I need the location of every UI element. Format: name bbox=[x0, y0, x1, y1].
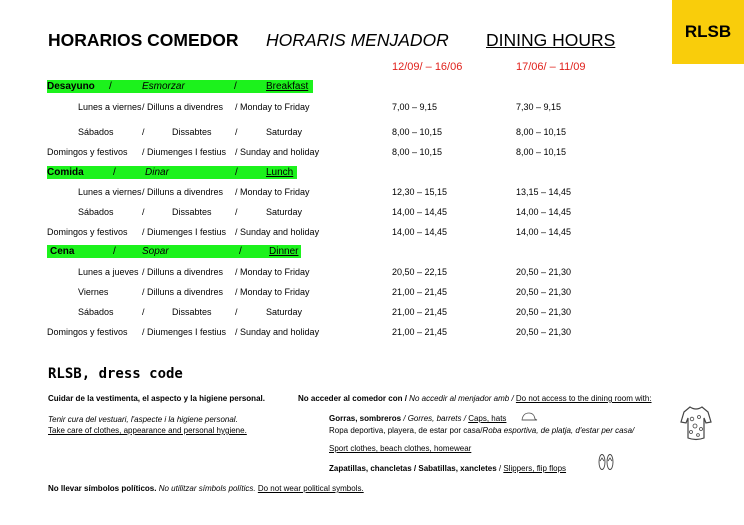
row-day-ca: / Dilluns a divendres bbox=[142, 267, 224, 277]
row-sep: / bbox=[142, 127, 145, 137]
shoes-line bbox=[329, 464, 566, 474]
row-hours-p1: 8,00 – 10,15 bbox=[392, 147, 443, 157]
section-sep: / bbox=[234, 81, 237, 92]
row-day-es: Lunes a viernes bbox=[78, 102, 142, 112]
section-label-ca: Esmorzar bbox=[142, 81, 185, 92]
political-es: No llevar símbolos políticos. bbox=[48, 484, 157, 493]
row-day-en: / Monday to Friday bbox=[235, 287, 310, 297]
shirt-icon bbox=[680, 404, 712, 444]
row-day-en: / Sunday and holiday bbox=[235, 227, 320, 237]
political-en: Do not wear political symbols. bbox=[257, 484, 364, 493]
row-sep: / bbox=[142, 307, 145, 317]
row-day-es: Lunes a viernes bbox=[78, 187, 142, 197]
row-hours-p2: 7,30 – 9,15 bbox=[516, 102, 562, 112]
row-hours-p1: 12,30 – 15,15 bbox=[392, 187, 448, 197]
period-2-header: 17/06/ – 11/09 bbox=[516, 61, 586, 73]
row-hours-p2: 20,50 – 21,30 bbox=[516, 287, 572, 297]
flip-flops-icon bbox=[597, 453, 615, 471]
no-access-es: No acceder al comedor con / bbox=[298, 394, 407, 403]
section-sep: / bbox=[239, 246, 242, 257]
row-hours-p2: 14,00 – 14,45 bbox=[516, 207, 572, 217]
section-label-es: Comida bbox=[47, 167, 84, 178]
section-label-en: Lunch bbox=[266, 167, 294, 178]
title-es: HORARIOS COMEDOR bbox=[48, 30, 239, 50]
section-band-lunch bbox=[47, 166, 297, 179]
period-1-header: 12/09/ – 16/06 bbox=[392, 61, 463, 73]
no-access-ca: No accedir al menjador amb / bbox=[409, 394, 514, 403]
section-label-ca: Dinar bbox=[145, 167, 169, 178]
sport-en: Sport clothes, beach clothes, homewear bbox=[329, 444, 472, 453]
row-day-es: Lunes a jueves bbox=[78, 267, 139, 277]
hats-es: Gorras, sombreros bbox=[329, 414, 402, 423]
row-day-ca: / Diumenges I festius bbox=[142, 227, 227, 237]
row-day-ca: Dissabtes bbox=[172, 307, 212, 317]
row-hours-p1: 21,00 – 21,45 bbox=[392, 287, 448, 297]
row-day-en: / Sunday and holiday bbox=[235, 147, 320, 157]
sport-line bbox=[329, 426, 634, 436]
row-day-en: Saturday bbox=[266, 127, 303, 137]
row-day-es: Viernes bbox=[78, 287, 109, 297]
row-day-es: Sábados bbox=[78, 307, 114, 317]
row-hours-p2: 8,00 – 10,15 bbox=[516, 127, 567, 137]
row-hours-p2: 20,50 – 21,30 bbox=[516, 307, 572, 317]
hats-ca: / Gorres, barrets / bbox=[403, 414, 466, 423]
row-hours-p2: 20,50 – 21,30 bbox=[516, 327, 572, 337]
sport-es: Ropa deportiva, playera, de estar por casa/ bbox=[329, 426, 483, 435]
section-band-dinner bbox=[47, 245, 301, 258]
row-day-ca: Dissabtes bbox=[172, 207, 212, 217]
row-sep: / bbox=[235, 207, 238, 217]
row-hours-p1: 20,50 – 22,15 bbox=[392, 267, 448, 277]
political-line bbox=[48, 484, 364, 494]
care-es: Cuidar de la vestimenta, el aspecto y la higiene personal. bbox=[48, 394, 265, 403]
cap-icon bbox=[520, 412, 538, 422]
row-hours-p1: 7,00 – 9,15 bbox=[392, 102, 438, 112]
logo: RLSB bbox=[672, 0, 744, 64]
row-hours-p1: 14,00 – 14,45 bbox=[392, 207, 448, 217]
row-hours-p2: 14,00 – 14,45 bbox=[516, 227, 572, 237]
row-day-ca: Dissabtes bbox=[172, 127, 212, 137]
row-sep: / bbox=[235, 127, 238, 137]
section-sep: / bbox=[109, 81, 112, 92]
section-label-en: Breakfast bbox=[266, 81, 309, 92]
hats-line bbox=[329, 414, 506, 424]
row-day-es: Sábados bbox=[78, 127, 114, 137]
row-day-ca: / Dilluns a divendres bbox=[142, 102, 224, 112]
row-day-en: / Sunday and holiday bbox=[235, 327, 320, 337]
section-label-es: Desayuno bbox=[47, 81, 95, 92]
row-day-en: Saturday bbox=[266, 307, 303, 317]
row-day-en: Saturday bbox=[266, 207, 303, 217]
row-day-en: / Monday to Friday bbox=[235, 267, 310, 277]
row-hours-p1: 14,00 – 14,45 bbox=[392, 227, 448, 237]
row-hours-p1: 21,00 – 21,45 bbox=[392, 307, 448, 317]
row-day-es: Domingos y festivos bbox=[47, 327, 128, 337]
section-sep: / bbox=[113, 246, 116, 257]
shoes-sep: / bbox=[498, 464, 502, 473]
row-hours-p2: 20,50 – 21,30 bbox=[516, 267, 572, 277]
row-day-es: Domingos y festivos bbox=[47, 227, 128, 237]
section-label-en: Dinner bbox=[269, 246, 299, 257]
row-day-ca: / Diumenges I festius bbox=[142, 147, 227, 157]
section-band-breakfast bbox=[47, 80, 313, 93]
row-hours-p1: 8,00 – 10,15 bbox=[392, 127, 443, 137]
row-hours-p2: 8,00 – 10,15 bbox=[516, 147, 567, 157]
section-sep: / bbox=[235, 167, 238, 178]
title-ca: HORARIS MENJADOR bbox=[266, 30, 449, 50]
row-sep: / bbox=[142, 207, 145, 217]
row-day-es: Domingos y festivos bbox=[47, 147, 128, 157]
care-en: Take care of clothes, appearance and personal hygiene. bbox=[48, 426, 247, 435]
title-en: DINING HOURS bbox=[486, 30, 616, 50]
row-day-es: Sábados bbox=[78, 207, 114, 217]
row-day-en: / Monday to Friday bbox=[235, 187, 310, 197]
row-day-ca: / Diumenges I festius bbox=[142, 327, 227, 337]
care-ca: Tenir cura del vestuari, l'aspecte i la higiene personal. bbox=[48, 415, 238, 424]
no-access-en: Do not access to the dining room with: bbox=[515, 394, 652, 403]
section-label-es: Cena bbox=[50, 246, 75, 257]
row-day-en: / Monday to Friday bbox=[235, 102, 310, 112]
sport-ca: Roba esportiva, de platja, d'estar per casa/ bbox=[482, 426, 635, 435]
row-day-ca: / Dilluns a divendres bbox=[142, 187, 224, 197]
no-access-line bbox=[298, 394, 652, 404]
shoes-es: Zapatillas, chancletas / Sabatillas, xancletes bbox=[329, 464, 497, 473]
political-ca: No utilitzar símbols polítics. bbox=[158, 484, 256, 493]
section-sep: / bbox=[113, 167, 116, 178]
row-hours-p1: 21,00 – 21,45 bbox=[392, 327, 448, 337]
shoes-en: Slippers, flip flops bbox=[503, 464, 567, 473]
dress-code-title: RLSB, dress code bbox=[48, 366, 183, 382]
section-label-ca: Sopar bbox=[142, 246, 169, 257]
row-sep: / bbox=[235, 307, 238, 317]
row-day-ca: / Dilluns a divendres bbox=[142, 287, 224, 297]
row-hours-p2: 13,15 – 14,45 bbox=[516, 187, 572, 197]
hats-en: Caps, hats bbox=[468, 414, 507, 423]
